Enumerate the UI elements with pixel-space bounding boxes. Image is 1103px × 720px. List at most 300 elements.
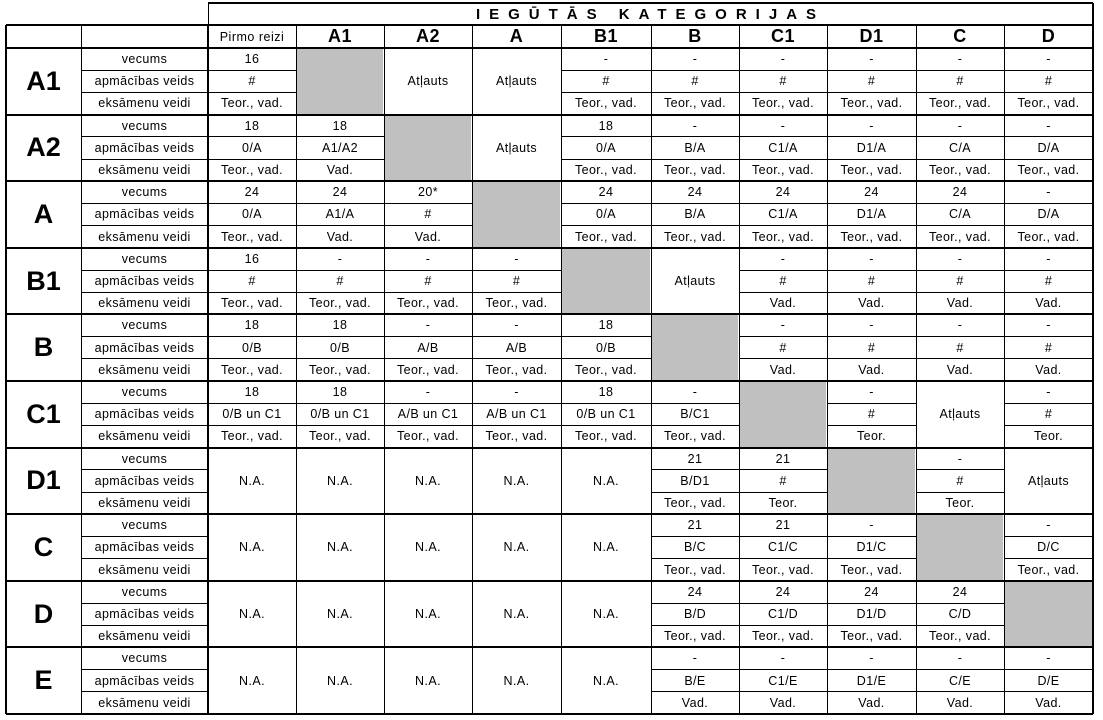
row-label-a1: A1 <box>26 65 61 96</box>
value-cell: 18 <box>332 318 348 333</box>
grid-line <box>651 70 739 71</box>
grid-line <box>6 447 1093 449</box>
value-cell: Teor., vad. <box>928 229 992 244</box>
value-cell: - <box>869 251 874 266</box>
column-header-7: D1 <box>859 26 884 46</box>
value-cell: - <box>869 385 874 400</box>
grid-line <box>916 159 1004 160</box>
grid-line <box>1004 203 1093 204</box>
grid-line <box>739 558 827 559</box>
grid-line <box>916 225 1004 226</box>
grid-line <box>739 159 827 160</box>
grid-line <box>1004 25 1005 714</box>
value-cell: # <box>956 274 964 289</box>
grid-line <box>6 646 1093 648</box>
grid-line <box>561 403 651 404</box>
grid-line <box>827 270 916 271</box>
grid-line <box>472 425 561 426</box>
grid-line <box>81 136 208 137</box>
grid-line <box>651 691 739 692</box>
value-cell: A/B un C1 <box>486 407 547 422</box>
value-cell: Teor., vad. <box>396 296 460 311</box>
grid-line <box>651 203 739 204</box>
merged-cell: N.A. <box>239 607 265 622</box>
grid-line <box>1004 225 1093 226</box>
grid-line <box>5 25 7 714</box>
sub-label: eksāmenu veidi <box>98 562 191 577</box>
merged-cell: N.A. <box>239 473 265 488</box>
value-cell: B/A <box>684 207 706 222</box>
grid-line <box>916 669 1004 670</box>
value-cell: # <box>956 340 964 355</box>
grid-line <box>6 513 1093 515</box>
value-cell: # <box>1044 74 1053 89</box>
grid-line <box>827 92 916 93</box>
value-cell: # <box>1044 340 1053 355</box>
sub-label: eksāmenu veidi <box>98 163 191 178</box>
value-cell: - <box>337 251 343 266</box>
sub-label: apmācības veids <box>94 607 195 622</box>
value-cell: Teor., vad. <box>840 96 903 111</box>
value-cell: Vad. <box>769 296 797 311</box>
sub-label: apmācības veids <box>94 540 195 555</box>
value-cell: 18 <box>244 385 260 400</box>
grid-line <box>827 70 916 71</box>
value-cell: Teor., vad. <box>220 296 284 311</box>
sub-label: eksāmenu veidi <box>98 229 191 244</box>
value-cell: - <box>514 318 519 333</box>
grid-line <box>81 225 208 226</box>
grid-line <box>6 380 1093 382</box>
grid-line <box>561 136 651 137</box>
value-cell: # <box>779 74 787 89</box>
value-cell: Teor. <box>856 429 887 444</box>
grid-line <box>827 159 916 160</box>
grid-line <box>81 70 208 71</box>
value-cell: D1/A <box>856 207 887 222</box>
sub-label: vecums <box>121 251 168 266</box>
grid-line <box>81 425 208 426</box>
grid-line <box>651 136 739 137</box>
value-cell: - <box>692 52 698 67</box>
grid-line <box>208 425 296 426</box>
value-cell: - <box>692 385 698 400</box>
value-cell: D1/D <box>856 607 887 622</box>
merged-cell: N.A. <box>503 540 530 555</box>
sub-label: apmācības veids <box>94 74 195 89</box>
grid-line <box>208 136 296 137</box>
merged-cell: Atļauts <box>674 274 716 289</box>
value-cell: # <box>512 274 521 289</box>
value-cell: Teor., vad. <box>220 163 284 178</box>
value-cell: Teor., vad. <box>396 362 460 377</box>
value-cell: - <box>780 251 786 266</box>
grid-line <box>916 492 1004 493</box>
column-header-6: C1 <box>770 26 795 46</box>
merged-cell: N.A. <box>415 473 441 488</box>
grid-line <box>739 669 827 670</box>
value-cell: # <box>779 274 787 289</box>
merged-cell: N.A. <box>593 607 619 622</box>
grid-line <box>81 403 208 404</box>
sub-label: eksāmenu veidi <box>98 496 191 511</box>
grid-line <box>384 358 472 359</box>
grid-line <box>296 225 384 226</box>
value-cell: - <box>692 118 698 133</box>
value-cell: Teor., vad. <box>663 96 727 111</box>
value-cell: - <box>425 318 431 333</box>
value-cell: - <box>514 385 519 400</box>
value-cell: 24 <box>332 185 348 200</box>
grid-line <box>651 25 652 714</box>
grid-line <box>6 713 1093 715</box>
column-header-9: D <box>1041 26 1056 46</box>
value-cell: 18 <box>244 318 260 333</box>
grid-line <box>651 469 739 470</box>
grid-line <box>384 403 472 404</box>
value-cell: 24 <box>952 584 968 599</box>
grid-line <box>651 558 739 559</box>
value-cell: B/E <box>684 673 706 688</box>
sub-label: apmācības veids <box>94 140 195 155</box>
column-header-2: A2 <box>415 26 440 46</box>
grid-line <box>296 159 384 160</box>
value-cell: - <box>692 651 698 666</box>
grid-line <box>827 25 828 714</box>
grid-line <box>81 292 208 293</box>
value-cell: Vad. <box>414 229 442 244</box>
value-cell: Teor., vad. <box>574 229 638 244</box>
grid-line <box>1004 425 1093 426</box>
grid-line <box>81 159 208 160</box>
value-cell: A/B un C1 <box>397 407 459 422</box>
merged-cell: N.A. <box>503 473 530 488</box>
grid-line <box>1004 270 1093 271</box>
value-cell: Vad. <box>1035 296 1062 311</box>
value-cell: Teor., vad. <box>840 562 903 577</box>
grid-line <box>739 691 827 692</box>
grid-line <box>916 25 917 714</box>
value-cell: Vad. <box>858 695 885 710</box>
grid-line <box>81 536 208 537</box>
value-cell: Teor., vad. <box>840 629 903 644</box>
grid-line <box>208 225 296 226</box>
value-cell: 24 <box>952 185 968 200</box>
sub-label: eksāmenu veidi <box>98 362 191 377</box>
value-cell: D1/C <box>856 540 887 555</box>
value-cell: Teor., vad. <box>928 163 992 178</box>
sub-label: apmācības veids <box>94 473 195 488</box>
sub-label: eksāmenu veidi <box>98 296 191 311</box>
value-cell: 0/B un C1 <box>222 407 282 422</box>
grid-line <box>561 358 651 359</box>
value-cell: Teor. <box>945 496 975 511</box>
value-cell: 0/B <box>242 340 262 355</box>
value-cell: Teor., vad. <box>840 163 903 178</box>
grid-line <box>739 203 827 204</box>
grid-line <box>296 336 384 337</box>
value-cell: # <box>867 274 876 289</box>
grid-line <box>81 669 208 670</box>
value-cell: C/D <box>948 607 972 622</box>
merged-cell: N.A. <box>327 673 353 688</box>
grid-line <box>384 203 472 204</box>
value-cell: Teor., vad. <box>663 163 727 178</box>
value-cell: Vad. <box>769 695 797 710</box>
merged-cell: N.A. <box>415 607 441 622</box>
value-cell: - <box>1046 52 1051 67</box>
value-cell: C1/A <box>768 207 798 222</box>
value-cell: 18 <box>598 118 614 133</box>
sub-label: apmācības veids <box>94 673 195 688</box>
grid-line <box>208 358 296 359</box>
sub-label: eksāmenu veidi <box>98 629 191 644</box>
value-cell: Teor., vad. <box>574 429 638 444</box>
sub-label: apmācības veids <box>94 340 195 355</box>
grid-line <box>916 603 1004 604</box>
grid-line <box>561 25 562 714</box>
grid-line <box>207 25 209 714</box>
row-label-c1: C1 <box>26 398 61 429</box>
grid-line <box>561 225 651 226</box>
grid-line <box>916 136 1004 137</box>
value-cell: - <box>780 52 786 67</box>
column-header-4: B1 <box>593 26 618 46</box>
grid-line <box>81 492 208 493</box>
merged-cell: N.A. <box>593 673 619 688</box>
grid-line <box>739 336 827 337</box>
value-cell: - <box>1046 651 1051 666</box>
grid-line <box>208 203 296 204</box>
value-cell: - <box>1046 185 1051 200</box>
value-cell: 24 <box>775 584 791 599</box>
value-cell: Teor., vad. <box>220 229 284 244</box>
value-cell: # <box>867 407 876 422</box>
sub-label: vecums <box>121 518 168 533</box>
shaded-cell <box>385 116 471 181</box>
value-cell: A1/A <box>325 207 355 222</box>
value-cell: - <box>957 251 963 266</box>
value-cell: Teor., vad. <box>220 96 284 111</box>
value-cell: # <box>248 274 256 289</box>
grid-line <box>384 225 472 226</box>
grid-line <box>81 603 208 604</box>
value-cell: Teor. <box>768 496 798 511</box>
merged-cell: N.A. <box>327 607 353 622</box>
grid-line <box>651 225 739 226</box>
grid-line <box>561 159 651 160</box>
value-cell: Teor., vad. <box>574 362 638 377</box>
merged-cell: N.A. <box>593 473 619 488</box>
grid-line <box>1004 292 1093 293</box>
value-cell: # <box>248 74 256 89</box>
grid-line <box>296 403 384 404</box>
value-cell: Vad. <box>1035 695 1062 710</box>
value-cell: Teor., vad. <box>663 629 727 644</box>
grid-line <box>1004 358 1093 359</box>
grid-line <box>384 25 385 714</box>
grid-line <box>296 25 297 714</box>
value-cell: Teor., vad. <box>751 96 815 111</box>
merged-cell: Atļauts <box>1027 473 1069 488</box>
grid-line <box>739 292 827 293</box>
grid-line <box>827 225 916 226</box>
value-cell: Vad. <box>858 296 885 311</box>
sub-label: eksāmenu veidi <box>98 429 191 444</box>
value-cell: A/B <box>417 340 439 355</box>
value-cell: 0/A <box>242 140 262 155</box>
sub-label: vecums <box>121 318 168 333</box>
grid-line <box>827 336 916 337</box>
value-cell: # <box>867 74 876 89</box>
value-cell: # <box>779 340 787 355</box>
merged-cell: N.A. <box>327 473 353 488</box>
value-cell: Vad. <box>326 163 354 178</box>
grid-line <box>739 70 827 71</box>
value-cell: - <box>1046 118 1051 133</box>
merged-cell: Atļauts <box>495 74 537 89</box>
grid-line <box>208 92 296 93</box>
grid-line <box>6 247 1093 249</box>
grid-line <box>384 292 472 293</box>
grid-line <box>916 336 1004 337</box>
value-cell: - <box>957 52 963 67</box>
value-cell: 24 <box>864 185 879 200</box>
merged-cell: N.A. <box>327 540 353 555</box>
row-label-a2: A2 <box>26 132 61 163</box>
grid-line <box>827 358 916 359</box>
value-cell: - <box>1046 385 1051 400</box>
value-cell: # <box>779 473 787 488</box>
shaded-cell <box>740 382 826 447</box>
grid-line <box>81 558 208 559</box>
grid-line <box>296 203 384 204</box>
sub-label: vecums <box>121 52 168 67</box>
grid-line <box>81 92 208 93</box>
grid-line <box>651 625 739 626</box>
column-header-8: C <box>953 26 967 46</box>
merged-cell: N.A. <box>239 673 265 688</box>
row-label-b: B <box>33 332 54 363</box>
row-label-e: E <box>34 665 53 696</box>
value-cell: D/C <box>1037 540 1060 555</box>
grid-line <box>296 292 384 293</box>
value-cell: - <box>869 651 874 666</box>
value-cell: Teor., vad. <box>308 362 372 377</box>
value-cell: - <box>957 318 963 333</box>
value-cell: - <box>1046 518 1051 533</box>
grid-line <box>827 625 916 626</box>
value-cell: Vad. <box>681 695 709 710</box>
value-cell: - <box>869 518 874 533</box>
value-cell: C1/A <box>768 140 798 155</box>
grid-line <box>208 3 209 25</box>
value-cell: # <box>956 74 964 89</box>
grid-line <box>916 92 1004 93</box>
value-cell: Vad. <box>769 362 797 377</box>
value-cell: Vad. <box>326 229 354 244</box>
grid-line <box>472 292 561 293</box>
grid-line <box>739 536 827 537</box>
value-cell: 24 <box>244 185 260 200</box>
value-cell: Vad. <box>858 362 885 377</box>
value-cell: # <box>424 274 432 289</box>
grid-line <box>651 92 739 93</box>
grid-line <box>916 625 1004 626</box>
value-cell: # <box>867 340 876 355</box>
grid-line <box>827 403 916 404</box>
grid-line <box>827 425 916 426</box>
value-cell: A/B <box>505 340 528 355</box>
merged-cell: N.A. <box>593 540 619 555</box>
value-cell: - <box>780 118 786 133</box>
grid-line <box>827 203 916 204</box>
value-cell: B/C <box>683 540 707 555</box>
value-cell: 21 <box>687 451 703 466</box>
grid-line <box>916 203 1004 204</box>
grid-line <box>208 2 1093 4</box>
value-cell: Teor., vad. <box>840 229 903 244</box>
grid-line <box>81 25 82 714</box>
value-cell: - <box>1046 251 1051 266</box>
value-cell: 18 <box>332 118 348 133</box>
value-cell: Teor., vad. <box>663 229 727 244</box>
grid-line <box>81 625 208 626</box>
value-cell: B/D1 <box>680 473 710 488</box>
row-label-a: A <box>33 198 54 229</box>
value-cell: Teor., vad. <box>308 429 372 444</box>
shaded-cell <box>473 182 560 247</box>
value-cell: # <box>691 74 699 89</box>
value-cell: 0/B <box>330 340 350 355</box>
grid-line <box>472 336 561 337</box>
grid-line <box>561 92 651 93</box>
value-cell: B/C1 <box>680 407 710 422</box>
column-header-1: A1 <box>327 26 352 46</box>
value-cell: 18 <box>598 318 614 333</box>
row-label-d: D <box>33 598 54 629</box>
value-cell: 21 <box>687 518 703 533</box>
shaded-cell <box>917 515 1003 580</box>
grid-line <box>296 425 384 426</box>
merged-cell: N.A. <box>503 673 530 688</box>
value-cell: D/A <box>1037 140 1060 155</box>
merged-cell: N.A. <box>415 673 441 688</box>
grid-line <box>916 270 1004 271</box>
grid-line <box>561 425 651 426</box>
grid-line <box>81 469 208 470</box>
grid-line <box>472 358 561 359</box>
sub-label: apmācības veids <box>94 274 195 289</box>
value-cell: Teor., vad. <box>663 562 727 577</box>
shaded-cell <box>297 49 383 114</box>
value-cell: # <box>1044 407 1053 422</box>
grid-line <box>827 292 916 293</box>
grid-line <box>916 70 1004 71</box>
value-cell: 16 <box>244 251 260 266</box>
grid-line <box>1004 159 1093 160</box>
grid-line <box>208 270 296 271</box>
grid-line <box>651 425 739 426</box>
value-cell: Teor., vad. <box>928 629 992 644</box>
grid-line <box>81 358 208 359</box>
grid-line <box>6 580 1093 582</box>
value-cell: Teor., vad. <box>1017 163 1080 178</box>
value-cell: 0/A <box>596 140 616 155</box>
grid-line <box>81 691 208 692</box>
merged-cell: Atļauts <box>407 74 449 89</box>
shaded-cell <box>1005 582 1092 647</box>
